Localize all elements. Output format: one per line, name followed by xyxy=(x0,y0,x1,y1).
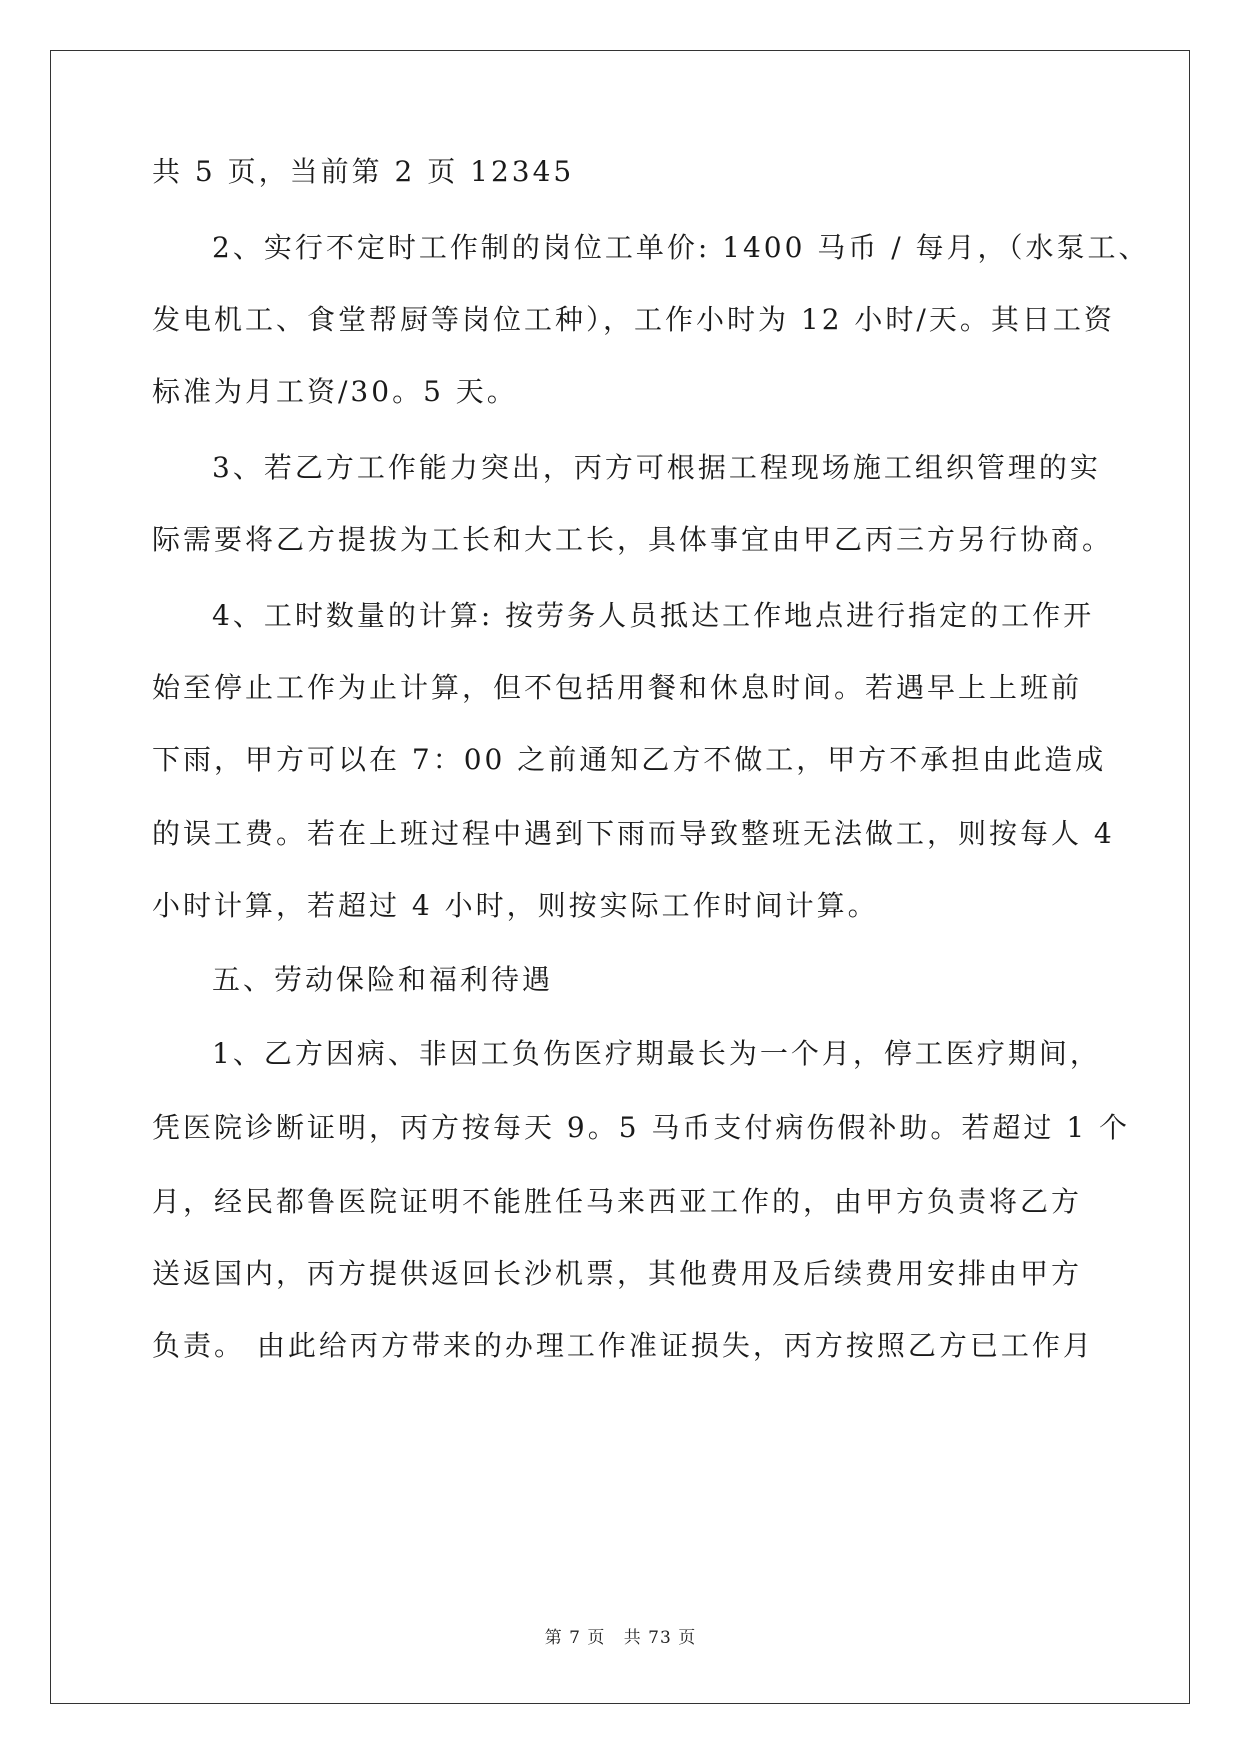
paragraph-line: 凭医院诊断证明，丙方按每天 9。5 马币支付病伤假补助。若超过 1 个 xyxy=(152,1111,1131,1144)
paragraph-line: 始至停止工作为止计算，但不包括用餐和休息时间。若遇早上上班前 xyxy=(152,671,1083,704)
paragraph-line: 月，经民都鲁医院证明不能胜任马来西亚工作的，由甲方负责将乙方 xyxy=(152,1185,1083,1218)
paragraph-line: 4、工时数量的计算: 按劳务人员抵达工作地点进行指定的工作开 xyxy=(212,599,1095,632)
paragraph-line: 送返国内，丙方提供返回长沙机票，其他费用及后续费用安排由甲方 xyxy=(152,1257,1083,1290)
current-page-label: 第 7 页 xyxy=(544,1628,606,1648)
paragraph-line: 标准为月工资/30。5 天。 xyxy=(152,375,518,408)
paragraph-line: 3、若乙方工作能力突出，丙方可根据工程现场施工组织管理的实 xyxy=(212,451,1101,484)
paragraph-line: 际需要将乙方提拔为工长和大工长，具体事宜由甲乙丙三方另行协商。 xyxy=(152,523,1114,556)
paragraph-line: 负责。 由此给丙方带来的办理工作准证损失，丙方按照乙方已工作月 xyxy=(152,1329,1094,1362)
total-pages-label: 共 73 页 xyxy=(623,1628,697,1648)
paragraph-line: 的误工费。若在上班过程中遇到下雨而导致整班无法做工，则按每人 4 xyxy=(152,817,1115,850)
paragraph-line: 小时计算，若超过 4 小时，则按实际工作时间计算。 xyxy=(152,889,879,922)
paragraph-line: 下雨，甲方可以在 7：00 之前通知乙方不做工，甲方不承担由此造成 xyxy=(152,743,1107,776)
page-footer xyxy=(0,1626,1241,1650)
page-border xyxy=(50,50,1190,1704)
paragraph-line: 1、乙方因病、非因工负伤医疗期最长为一个月，停工医疗期间， xyxy=(212,1037,1101,1070)
page-count-line: 共 5 页，当前第 2 页 12345 xyxy=(152,155,575,188)
paragraph-line: 发电机工、食堂帮厨等岗位工种），工作小时为 12 小时/天。其日工资 xyxy=(152,303,1115,336)
paragraph-line: 2、实行不定时工作制的岗位工单价: 1400 马币 / 每月，（水泵工、 xyxy=(212,231,1150,264)
section-heading: 五、劳动保险和福利待遇 xyxy=(212,963,554,996)
